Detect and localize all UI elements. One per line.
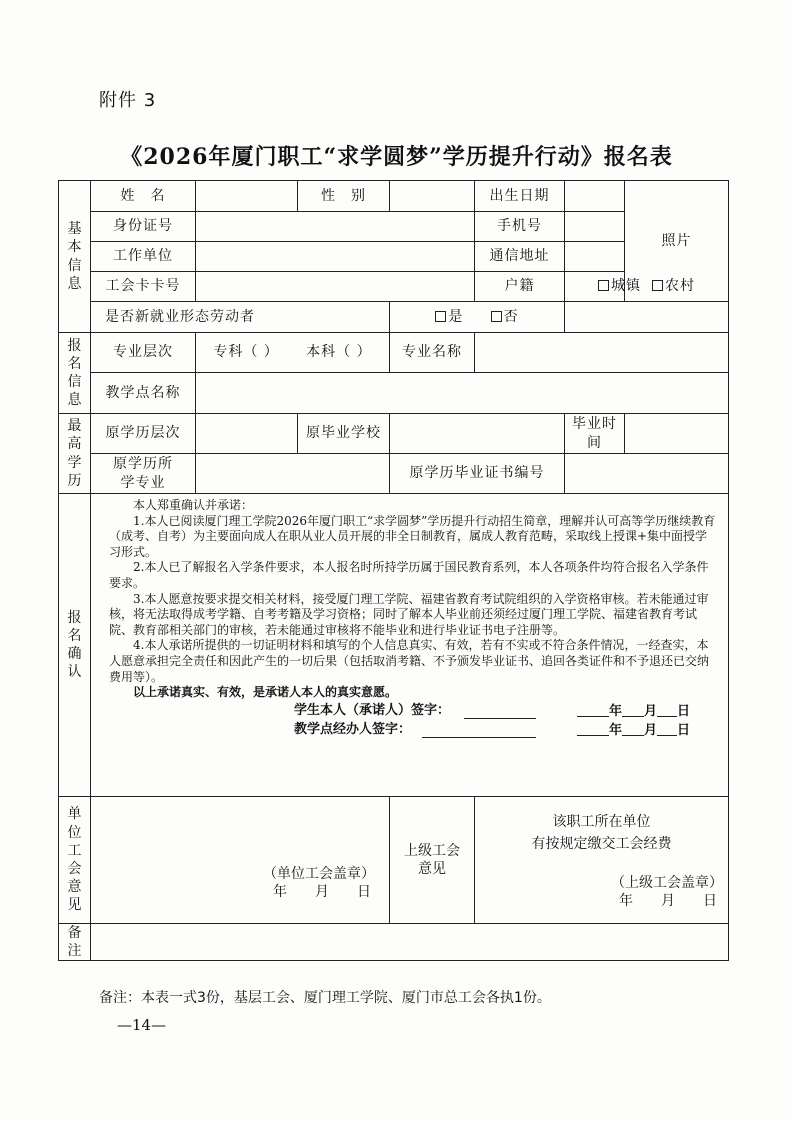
section-confirmation: 报名确认 xyxy=(59,494,91,797)
unit-opinion-area[interactable] xyxy=(91,797,390,924)
form-title: 《2026年厦门职工“求学圆梦”学历提升行动》报名表 xyxy=(120,144,673,170)
new-employment-options xyxy=(390,302,565,333)
upper-union-label: 上级工会意见 xyxy=(390,797,475,924)
registration-form xyxy=(58,180,729,961)
hukou-options xyxy=(565,272,729,302)
upper-union-date: 年 月 日 xyxy=(619,892,717,909)
orig-major-field[interactable] xyxy=(196,454,390,494)
address-field[interactable] xyxy=(565,242,625,272)
hukou-urban-checkbox[interactable] xyxy=(598,280,609,291)
birth-date-label: 出生日期 xyxy=(475,181,565,212)
id-number-field[interactable] xyxy=(196,212,475,242)
page-number: —14— xyxy=(117,1016,167,1034)
section-unit-opinion: 单位工会意见 xyxy=(59,797,91,924)
id-number-label: 身份证号 xyxy=(91,212,196,242)
hukou-label: 户籍 xyxy=(475,272,565,302)
major-level-options[interactable] xyxy=(196,333,390,373)
new-employment-label: 是否新就业形态劳动者 xyxy=(91,302,390,333)
yes-label: 是 xyxy=(448,308,464,325)
orig-school-field[interactable] xyxy=(390,414,565,454)
grad-time-field[interactable] xyxy=(625,414,729,454)
teaching-site-label: 教学点名称 xyxy=(91,373,196,414)
photo-box[interactable]: 照片 xyxy=(625,181,729,302)
orig-major-label: 原学历所学专业 xyxy=(91,454,196,494)
employer-field[interactable] xyxy=(196,242,475,272)
bachelor-option: 本科（ ） xyxy=(306,344,372,361)
name-label: 姓 名 xyxy=(91,181,196,212)
confirm-statement: 以上承诺真实、有效，是承诺人本人的真实意愿。 xyxy=(133,685,398,700)
remarks-field[interactable] xyxy=(91,924,729,961)
major-name-field[interactable] xyxy=(475,333,729,373)
student-sign-label: 学生本人（承诺人）签字： xyxy=(294,702,451,718)
gender-label: 性 别 xyxy=(298,181,390,212)
major-level-label: 专业层次 xyxy=(91,333,196,373)
hukou-rural-label: 农村 xyxy=(664,278,695,295)
confirm-intro: 本人郑重确认并承诺： xyxy=(133,498,254,512)
new-employment-no-checkbox[interactable] xyxy=(491,311,502,322)
orig-school-label: 原毕业学校 xyxy=(298,414,390,454)
site-sign-line[interactable] xyxy=(422,724,536,738)
site-sign-label: 教学点经办人签字： xyxy=(294,721,412,737)
union-card-label: 工会卡卡号 xyxy=(91,272,196,302)
hukou-rural-checkbox[interactable] xyxy=(652,280,663,291)
student-sign-line[interactable] xyxy=(464,705,536,719)
address-label: 通信地址 xyxy=(475,242,565,272)
cert-number-field[interactable] xyxy=(565,454,729,494)
unit-date: 年 月 日 xyxy=(273,883,371,900)
site-sign-date[interactable]: 年 月 日 xyxy=(577,722,690,740)
grad-time-label: 毕业时间 xyxy=(565,414,625,454)
orig-level-field[interactable] xyxy=(196,414,298,454)
new-employment-blank xyxy=(565,302,729,333)
upper-union-opinion-area[interactable] xyxy=(475,797,729,924)
confirm-item-4: 4.本人承诺所提供的一切证明材料和填写的个人信息真实、有效，若有不实或不符合条件情况，一经查实，本人愿意承担完全责任和因此产生的一切后果（包括取消考籍、不予颁发毕业证书、追回各类证件和不予退还已交纳费用等）。 xyxy=(109,638,710,684)
birth-date-field[interactable] xyxy=(565,181,625,212)
cert-number-label: 原学历毕业证书编号 xyxy=(390,454,565,494)
phone-field[interactable] xyxy=(565,212,625,242)
gender-field[interactable] xyxy=(390,181,475,212)
footnote: 备注：本表一式3份，基层工会、厦门理工学院、厦门市总工会各执1份。 xyxy=(99,990,551,1006)
unit-seal-label: （单位工会盖章） xyxy=(263,865,375,882)
new-employment-yes-checkbox[interactable] xyxy=(435,311,446,322)
college-option: 专科（ ） xyxy=(213,344,279,361)
phone-label: 手机号 xyxy=(475,212,565,242)
major-name-label: 专业名称 xyxy=(390,333,475,373)
hukou-urban-label: 城镇 xyxy=(611,278,642,295)
student-sign-date[interactable]: 年 月 日 xyxy=(577,703,690,721)
employer-label: 工作单位 xyxy=(91,242,196,272)
confirm-item-3: 3.本人愿意按要求提交相关材料，接受厦门理工学院、福建省教育考试院组织的入学资格审核。若未能通过审核，将无法取得成考学籍、自考考籍及学习资格；同时了解本人毕业前还须经过厦门理工学院、福建省教育考试院、教育部相关部门的审核，若未能通过审核将不能毕业和进行毕业证书电子注册等。 xyxy=(109,591,709,637)
no-label: 否 xyxy=(503,308,519,325)
attachment-label: 附件 3 xyxy=(99,90,157,111)
name-field[interactable] xyxy=(196,181,298,212)
confirmation-text xyxy=(91,494,729,797)
upper-union-seal: （上级工会盖章） xyxy=(611,874,723,891)
union-card-field[interactable] xyxy=(196,272,475,302)
section-remarks: 备注 xyxy=(59,924,91,961)
teaching-site-field[interactable] xyxy=(196,373,729,414)
section-basic-info: 基本信息 xyxy=(59,181,91,333)
orig-level-label: 原学历层次 xyxy=(91,414,196,454)
confirm-item-2: 2.本人已了解报名入学条件要求，本人报名时所持学历属于国民教育系列，本人各项条件均符合报名入学条件要求。 xyxy=(109,560,709,590)
section-highest-education: 最高学历 xyxy=(59,414,91,494)
confirm-item-1: 1.本人已阅读厦门理工学院2026年厦门职工“求学圆梦”学历提升行动招生简章，理解并认可高等学历继续教育（成考、自考）为主要面向成人在职从业人员开展的非全日制教育，属成人教育范畴，采取线上授课+集中面授学习形式。 xyxy=(109,513,716,559)
upper-union-text-1: 该职工所在单位 xyxy=(552,814,651,830)
section-register-info: 报名信息 xyxy=(59,333,91,414)
upper-union-text-2: 有按规定缴交工会经费 xyxy=(531,836,672,853)
